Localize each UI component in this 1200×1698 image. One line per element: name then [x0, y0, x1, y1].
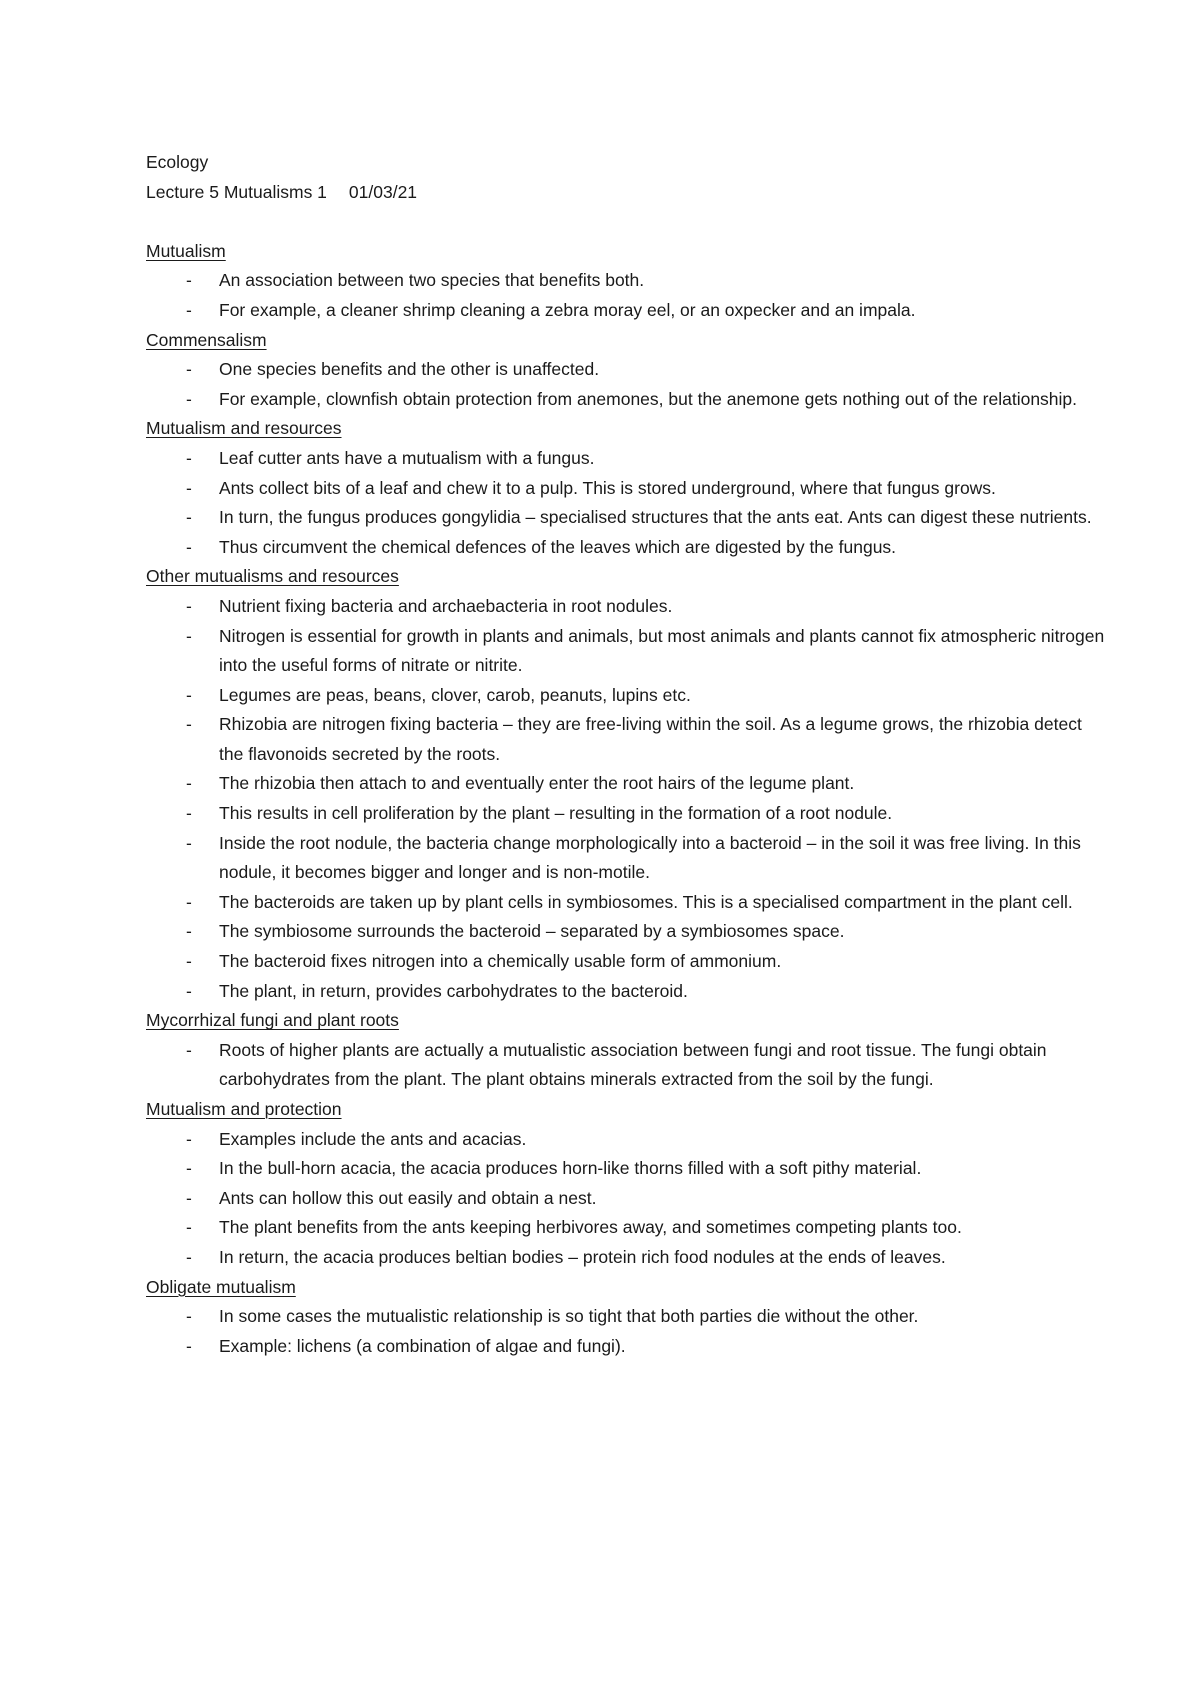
bullet-text: Nitrogen is essential for growth in plants and animals, but most animals and plants cannot fix atmospheric nitrogen into the useful forms of nitrate or nitrite. — [219, 625, 1105, 676]
bullet-dash: - — [186, 921, 192, 942]
bullet-text: This results in cell proliferation by the plant – resulting in the formation of a root nodule. — [219, 803, 893, 824]
bullet-dash: - — [186, 980, 192, 1001]
bullet-dash: - — [186, 1128, 192, 1149]
bullet-dash: - — [186, 507, 192, 528]
section-heading: Mutualism and protection — [146, 1099, 342, 1119]
bullet-dash: - — [186, 1039, 192, 1060]
bullet-dash: - — [186, 625, 192, 646]
bullet-text: Examples include the ants and acacias. — [219, 1128, 527, 1149]
bullet-dash: - — [186, 299, 192, 320]
lecture-header — [146, 178, 1106, 208]
bullet-dash: - — [186, 477, 192, 498]
lecture-name: Lecture 5 Mutualisms 1 — [146, 181, 327, 202]
list-item — [146, 769, 1106, 799]
bullet-dash: - — [186, 684, 192, 705]
list-item — [146, 1125, 1106, 1155]
bullet-list — [146, 1125, 1106, 1273]
lecture-date: 01/03/21 — [348, 181, 418, 202]
list-item — [146, 710, 1106, 769]
section-heading: Mycorrhizal fungi and plant roots — [146, 1010, 399, 1031]
bullet-text: Rhizobia are nitrogen fixing bacteria – they are free-living within the soil. As a legume grows, the rhizobia detect the flavonoids secreted by the roots. — [219, 714, 1082, 764]
list-item — [146, 503, 1106, 533]
bullet-text: Nutrient fixing bacteria and archaebacteria in root nodules. — [219, 595, 673, 616]
list-item — [146, 1332, 1106, 1362]
list-item — [146, 622, 1106, 681]
bullet-dash: - — [186, 1335, 192, 1356]
bullet-list — [146, 266, 1106, 325]
blank-line — [146, 207, 1106, 237]
list-item — [146, 799, 1106, 829]
bullet-text: In return, the acacia produces beltian bodies – protein rich food nodules at the ends of leaves. — [219, 1246, 946, 1267]
bullet-list — [146, 1302, 1106, 1361]
list-item — [146, 917, 1106, 947]
list-item — [146, 444, 1106, 474]
list-item — [146, 592, 1106, 622]
list-item — [146, 977, 1106, 1007]
bullet-text: In turn, the fungus produces gongylidia – specialised structures that the ants eat. Ants can digest these nutrients. — [219, 507, 1092, 528]
bullet-text: In some cases the mutualistic relationship is so tight that both parties die without the other. — [219, 1306, 919, 1327]
bullet-text: The plant benefits from the ants keeping herbivores away, and sometimes competing plants too. — [219, 1217, 962, 1238]
bullet-dash: - — [186, 714, 192, 735]
section-heading: Mutualism and resources — [146, 418, 342, 439]
list-item — [146, 681, 1106, 711]
bullet-dash: - — [186, 803, 192, 824]
bullet-dash: - — [186, 832, 192, 853]
document-page — [146, 148, 1106, 1361]
bullet-text: Inside the root nodule, the bacteria change morphologically into a bacteroid – in the soil it was free living. In this nodule, it becomes bigger and longer and is non-motile. — [219, 832, 1081, 883]
bullet-text: The symbiosome surrounds the bacteroid – separated by a symbiosomes space. — [219, 921, 845, 942]
bullet-dash: - — [186, 536, 192, 557]
list-item — [146, 385, 1106, 415]
bullet-dash: - — [186, 359, 192, 380]
section-heading: Commensalism — [146, 329, 267, 350]
notes-body — [146, 237, 1106, 1362]
list-item — [146, 266, 1106, 296]
section-heading: Mutualism — [146, 240, 226, 261]
bullet-dash: - — [186, 1217, 192, 1238]
bullet-list — [146, 444, 1106, 562]
bullet-text: In the bull-horn acacia, the acacia produces horn-like thorns filled with a soft pithy material. — [219, 1158, 922, 1179]
bullet-text: An association between two species that benefits both. — [219, 270, 645, 291]
bullet-dash: - — [186, 891, 192, 912]
bullet-text: The bacteroids are taken up by plant cells in symbiosomes. This is a specialised compartment in the plant cell. — [219, 891, 1073, 912]
document-title: Ecology — [146, 152, 209, 172]
bullet-dash: - — [186, 388, 192, 409]
list-item — [146, 1243, 1106, 1273]
bullet-dash: - — [186, 1187, 192, 1208]
bullet-list — [146, 355, 1106, 414]
list-item — [146, 474, 1106, 504]
section-heading: Obligate mutualism — [146, 1276, 296, 1297]
bullet-text: The bacteroid fixes nitrogen into a chemically usable form of ammonium. — [219, 951, 782, 972]
bullet-text: Ants collect bits of a leaf and chew it to a pulp. This is stored underground, where that fungus grows. — [219, 477, 996, 498]
bullet-dash: - — [186, 447, 192, 468]
list-item — [146, 829, 1106, 888]
bullet-text: One species benefits and the other is unaffected. — [219, 359, 600, 380]
bullet-dash: - — [186, 1246, 192, 1267]
list-item — [146, 1213, 1106, 1243]
bullet-text: Roots of higher plants are actually a mutualistic association between fungi and root tissue. The fungi obtain carbohydrates from the plant. The plant obtains minerals extracted from the soil by the fungi. — [219, 1039, 1047, 1090]
bullet-dash: - — [186, 773, 192, 794]
list-item — [146, 1154, 1106, 1184]
list-item — [146, 533, 1106, 563]
bullet-text: For example, a cleaner shrimp cleaning a zebra moray eel, or an oxpecker and an impala. — [219, 299, 916, 320]
bullet-text: Example: lichens (a combination of algae and fungi). — [219, 1335, 626, 1356]
bullet-text: For example, clownfish obtain protection from anemones, but the anemone gets nothing out of the relationship. — [219, 388, 1078, 409]
list-item — [146, 1036, 1106, 1095]
list-item — [146, 296, 1106, 326]
bullet-text: The rhizobia then attach to and eventually enter the root hairs of the legume plant. — [219, 773, 855, 794]
list-item — [146, 947, 1106, 977]
bullet-dash: - — [186, 1158, 192, 1179]
section-heading: Other mutualisms and resources — [146, 566, 399, 587]
bullet-dash: - — [186, 270, 192, 291]
bullet-list — [146, 592, 1106, 1006]
list-item — [146, 355, 1106, 385]
bullet-list — [146, 1036, 1106, 1095]
bullet-text: Thus circumvent the chemical defences of the leaves which are digested by the fungus. — [219, 536, 897, 557]
bullet-dash: - — [186, 595, 192, 616]
list-item — [146, 888, 1106, 918]
bullet-text: Ants can hollow this out easily and obtain a nest. — [219, 1187, 597, 1208]
list-item — [146, 1302, 1106, 1332]
bullet-text: Leaf cutter ants have a mutualism with a fungus. — [219, 447, 595, 468]
list-item — [146, 1184, 1106, 1214]
bullet-dash: - — [186, 951, 192, 972]
bullet-dash: - — [186, 1306, 192, 1327]
bullet-text: Legumes are peas, beans, clover, carob, peanuts, lupins etc. — [219, 684, 691, 705]
bullet-text: The plant, in return, provides carbohydrates to the bacteroid. — [219, 980, 688, 1001]
